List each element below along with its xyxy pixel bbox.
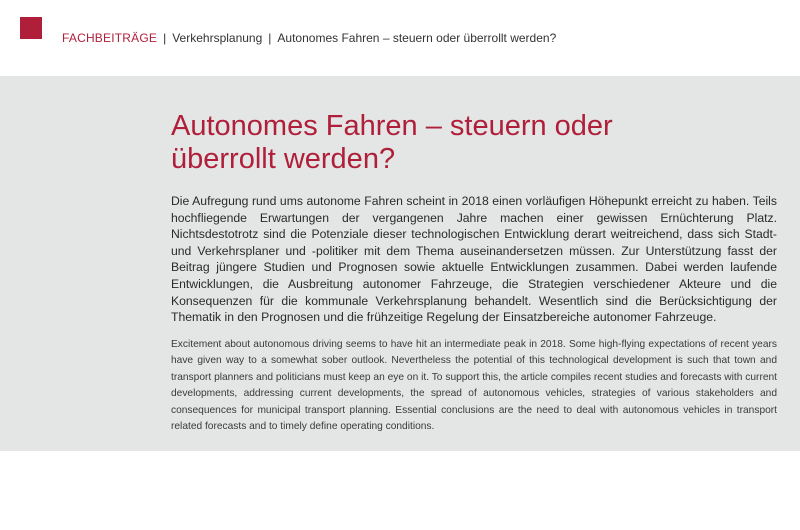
breadcrumb-category: Verkehrsplanung bbox=[172, 31, 263, 45]
breadcrumb-separator: | bbox=[163, 31, 167, 45]
abstract-german: Die Aufregung rund ums autonome Fahren scheint in 2018 einen vorläufigen Höhepunkt erreicht zu haben. Teils hochfliegende Erwartungen der vergangenen Jahre machen einer gewissen Ernüchterung Platz. Nichtsdestotrotz sind die Potenziale dieser technologischen Entwicklung derart weitreichend, dass sich Stadt- und Verkehrsplaner und -politiker mit dem Thema auseinandersetzen müssen. Zur Unterstützung fasst der Beitrag jüngere Studien und Prognosen sowie aktuelle Entwicklungen zusammen. Dabei werden laufende Entwicklungen, die Ausbreitung autonomer Fahrzeuge, die Strategien verschiedener Akteure und die Konsequenzen für die kommunale Verkehrsplanung behandelt. Wesentlich sind die Berücksichtigung der Thematik in den Prognosen und die frühzeitige Regelung der Einsatzbereiche autonomer Fahrzeuge. bbox=[171, 194, 777, 325]
breadcrumb bbox=[62, 31, 556, 45]
breadcrumb-section: FACHBEITRÄGE bbox=[62, 31, 158, 45]
breadcrumb-separator: | bbox=[268, 31, 272, 45]
abstract-english: Excitement about autonomous driving seems to have hit an intermediate peak in 2018. Some high-flying expectations of recent years have given way to a somewhat sober outlook. Nevertheless the potential of this technological development is such that town and transport planners and politicians must keep an eye on it. To support this, the article compiles recent studies and forecasts with current developments, addressing current developments, the spread of autonomous vehicles, strategies of various stakeholders and consequences for municipal transport planning. Essential conclusions are the need to deal with autonomous vehicles in transport related forecasts and to timely define operating conditions. bbox=[171, 339, 777, 433]
article-title: Autonomes Fahren – steuern oder überrollt werden? bbox=[171, 110, 613, 175]
section-marker bbox=[20, 17, 42, 39]
breadcrumb-article-title: Autonomes Fahren – steuern oder überrollt werden? bbox=[277, 31, 557, 45]
